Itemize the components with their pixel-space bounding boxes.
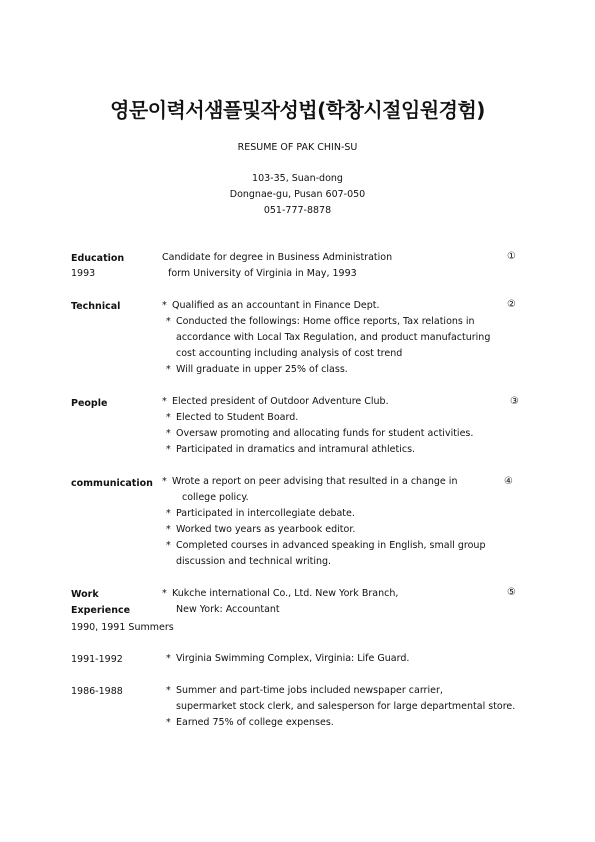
technical-line: [162, 298, 380, 314]
section-heading-education: Education: [71, 253, 125, 264]
bullet-mark: *: [166, 685, 171, 696]
bullet-mark: *: [166, 364, 171, 375]
people-line: [162, 394, 389, 410]
work-line: New York: Accountant: [176, 604, 280, 615]
period1-text: Virginia Swimming Complex, Virginia: Life Guard.: [176, 653, 410, 664]
communication-line: college policy.: [182, 492, 249, 503]
work-line: [162, 586, 398, 602]
section-heading-work: Work: [71, 589, 99, 600]
bullet-mark: *: [166, 653, 171, 664]
communication-text: Wrote a report on peer advising that resulted in a change in: [172, 476, 458, 487]
bullet-mark: *: [166, 540, 171, 551]
education-year: 1993: [71, 268, 96, 279]
resume-title: RESUME OF PAK CHIN-SU: [237, 142, 358, 153]
section-heading-experience: Experience: [71, 605, 131, 616]
people-text: Oversaw promoting and allocating funds for student activities.: [176, 428, 474, 439]
education-line: Candidate for degree in Business Administration: [162, 252, 393, 263]
people-text: Elected to Student Board.: [176, 412, 299, 423]
communication-line: [166, 522, 355, 538]
bullet-mark: *: [166, 412, 171, 423]
section-heading-communication: communication: [71, 478, 153, 489]
communication-line: discussion and technical writing.: [176, 556, 332, 567]
phone-number: 051-777-8878: [263, 205, 332, 216]
communication-line: [162, 474, 457, 490]
technical-line: [166, 314, 475, 330]
communication-text: Worked two years as yearbook editor.: [176, 524, 356, 535]
technical-text: Conducted the followings: Home office reports, Tax relations in: [176, 316, 475, 327]
section-heading-people: People: [71, 398, 108, 409]
bullet-mark: *: [162, 300, 167, 311]
period2-text: Earned 75% of college expenses.: [176, 717, 334, 728]
period-label: 1986-1988: [71, 686, 123, 697]
period2-text: Summer and part-time jobs included newspaper carrier,: [176, 685, 443, 696]
work-period-label: 1990, 1991 Summers: [71, 622, 174, 633]
technical-text: Qualified as an accountant in Finance Dept.: [172, 300, 380, 311]
people-line: [166, 426, 473, 442]
bullet-mark: *: [162, 396, 167, 407]
bullet-mark: *: [166, 444, 171, 455]
period2-line: [166, 683, 443, 699]
technical-line: accordance with Local Tax Regulation, and product manufacturing: [176, 332, 491, 343]
bullet-mark: *: [162, 476, 167, 487]
education-line: form University of Virginia in May, 1993: [168, 268, 357, 279]
people-line: [166, 410, 298, 426]
communication-line: [166, 506, 355, 522]
address-line: Dongnae-gu, Pusan 607-050: [229, 189, 366, 200]
bullet-mark: *: [166, 717, 171, 728]
bullet-mark: *: [166, 524, 171, 535]
bullet-mark: *: [162, 588, 167, 599]
communication-text: Completed courses in advanced speaking in English, small group: [176, 540, 486, 551]
document-title: 영문이력서샘플및작성법(학창시절임원경험): [110, 98, 485, 122]
people-text: Elected president of Outdoor Adventure Club.: [172, 396, 389, 407]
work-text: Kukche international Co., Ltd. New York Branch,: [172, 588, 399, 599]
bullet-mark: *: [166, 428, 171, 439]
item-number: ②: [507, 299, 516, 310]
technical-line: [166, 362, 348, 378]
communication-text: Participated in intercollegiate debate.: [176, 508, 355, 519]
people-text: Participated in dramatics and intramural athletics.: [176, 444, 416, 455]
item-number: ⑤: [507, 587, 516, 598]
period1-line: [166, 651, 409, 667]
communication-line: [166, 538, 485, 554]
bullet-mark: *: [166, 316, 171, 327]
item-number: ③: [510, 396, 519, 407]
people-line: [166, 442, 415, 458]
technical-text: Will graduate in upper 25% of class.: [176, 364, 348, 375]
address-line: 103-35, Suan-dong: [252, 173, 343, 184]
item-number: ④: [504, 476, 513, 487]
technical-line: cost accounting including analysis of cost trend: [176, 348, 403, 359]
period2-line: [166, 715, 334, 731]
period-label: 1991-1992: [71, 654, 123, 665]
item-number: ①: [507, 251, 516, 262]
period2-line: supermarket stock clerk, and salesperson for large departmental store.: [176, 701, 516, 712]
section-heading-technical: Technical: [71, 301, 121, 312]
bullet-mark: *: [166, 508, 171, 519]
